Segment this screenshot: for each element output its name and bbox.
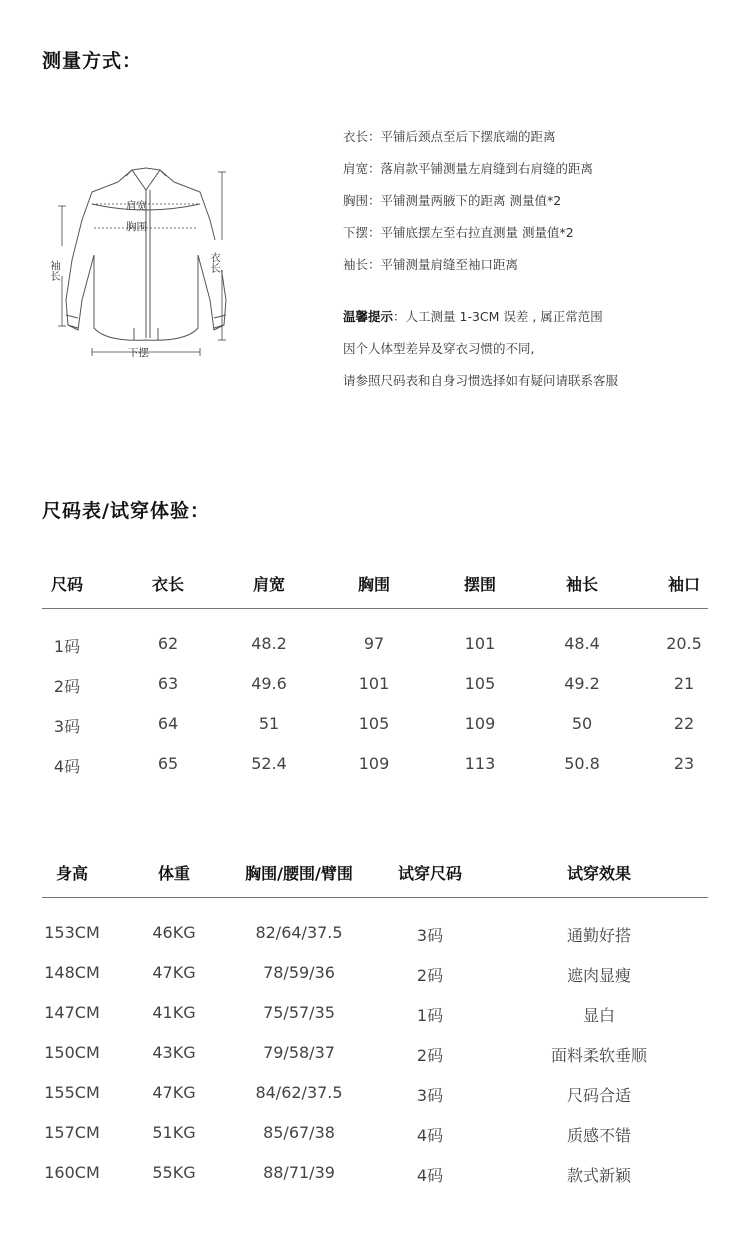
fit_table-cell: 155CM [44,1083,100,1102]
instruction-sleeve [343,257,518,273]
fit_table-header-cell: 体重 [157,864,190,883]
fit_table-cell: 150CM [44,1043,100,1062]
fit_table-header-cell: 身高 [55,864,88,883]
fit_table-header-cell: 胸围/腰围/臂围 [245,864,353,883]
instruction-text: 平铺后颈点至后下摆底端的距离 [380,129,556,144]
shirt-measurement-diagram [46,160,246,365]
tip-line-3: 请参照尺码表和自身习惯选择如有疑问请联系客服 [343,373,619,388]
size_table-cell: 51 [258,714,280,733]
fit-table-divider [42,897,708,898]
instruction-length [343,129,556,145]
fit_table-cell: 148CM [44,963,100,982]
size_table-cell: 101 [358,674,390,693]
size_table-cell: 109 [358,754,390,773]
fit_table-cell: 3码 [416,926,444,945]
size_table-cell: 52.4 [251,754,287,773]
size_table-cell: 48.4 [564,634,600,653]
fit_table-cell: 43KG [152,1043,196,1062]
size_table-cell: 105 [358,714,390,733]
instruction-text: 落肩款平铺测量左肩缝到右肩缝的距离 [380,161,594,176]
diagram-label-length: 衣长 [209,252,221,273]
fit_table-cell: 153CM [44,923,100,942]
size_table-header-cell: 肩宽 [252,575,285,594]
instruction-text: 平铺底摆左至右拉直测量 测量值*2 [380,225,574,240]
size_table-cell: 49.2 [564,674,600,693]
size-section-title: 尺码表/试穿体验： [42,500,210,522]
instruction-text: 平铺测量两腋下的距离 测量值*2 [380,193,562,208]
fit_table-cell: 79/58/37 [263,1043,335,1062]
fit_table-cell: 55KG [152,1163,196,1182]
fit_table-cell: 4码 [416,1126,444,1145]
tip-text: ：人工测量 1-3CM 误差 , 属正常范围 [393,309,603,324]
size_table-header-cell: 袖长 [565,575,598,594]
fit_table-cell: 157CM [44,1123,100,1142]
size_table-cell: 22 [673,714,695,733]
size_table-cell: 105 [464,674,496,693]
size_table-cell: 64 [157,714,179,733]
size_table-header-cell: 摆围 [463,575,496,594]
fit_table-header-cell: 试穿尺码 [397,864,462,883]
fit_table-cell: 51KG [152,1123,196,1142]
instruction-key: 袖长： [343,257,381,272]
instruction-key: 胸围： [343,193,381,208]
measure-section-title: 测量方式： [42,50,143,72]
diagram-label-sleeve: 袖长 [49,260,61,281]
instruction-key: 肩宽： [343,161,381,176]
fit_table-cell: 82/64/37.5 [255,923,343,942]
size_table-cell: 101 [464,634,496,653]
size-table-divider [42,608,708,609]
fit_table-cell: 84/62/37.5 [255,1083,343,1102]
size_table-cell: 49.6 [251,674,287,693]
tip-line-2: 因个人体型差异及穿衣习惯的不同, [343,341,535,356]
fit_table-cell: 88/71/39 [263,1163,335,1182]
instruction-key: 衣长： [343,129,381,144]
fit_table-cell: 遮肉显瘦 [566,966,631,985]
fit_table-cell: 面料柔软垂顺 [550,1046,647,1065]
diagram-label-chest: 胸围 [126,221,147,233]
fit_table-cell: 75/57/35 [263,1003,335,1022]
fit_table-cell: 2码 [416,966,444,985]
size_table-cell: 23 [673,754,695,773]
size_table-header-cell: 尺码 [50,575,83,594]
size_table-cell: 3码 [53,717,81,736]
fit_table-cell: 2码 [416,1046,444,1065]
fit_table-cell: 85/67/38 [263,1123,335,1142]
fit_table-cell: 3码 [416,1086,444,1105]
fit_table-cell: 47KG [152,1083,196,1102]
diagram-label-shoulder: 肩宽 [126,200,147,212]
instruction-shoulder [343,161,593,177]
size_table-cell: 62 [157,634,179,653]
size_table-cell: 63 [157,674,179,693]
fit_table-cell: 78/59/36 [263,963,335,982]
size_table-cell: 97 [363,634,385,653]
size_table-cell: 50.8 [564,754,600,773]
size_table-header-cell: 胸围 [357,575,390,594]
fit_table-cell: 47KG [152,963,196,982]
fit_table-cell: 款式新颖 [566,1166,631,1185]
instruction-text: 平铺测量肩缝至袖口距离 [380,257,519,272]
fit_table-cell: 显白 [582,1006,615,1025]
instruction-key: 下摆： [343,225,381,240]
size_table-header-cell: 袖口 [667,575,700,594]
fit_table-cell: 通勤好搭 [566,926,631,945]
fit_table-cell: 1码 [416,1006,444,1025]
size_table-cell: 65 [157,754,179,773]
size_table-cell: 21 [673,674,695,693]
shirt-outline-illustration [46,160,246,365]
instruction-chest [343,193,561,209]
instruction-hem [343,225,574,241]
fit_table-cell: 质感不错 [566,1126,631,1145]
tip-line-1 [343,309,603,325]
size_table-header-cell: 衣长 [151,575,184,594]
size_table-cell: 4码 [53,757,81,776]
fit_table-cell: 尺码合适 [566,1086,631,1105]
fit_table-cell: 46KG [152,923,196,942]
fit_table-header-cell: 试穿效果 [566,864,631,883]
size_table-cell: 113 [464,754,496,773]
size_table-cell: 2码 [53,677,81,696]
size_table-cell: 1码 [53,637,81,656]
fit_table-cell: 160CM [44,1163,100,1182]
fit_table-cell: 41KG [152,1003,196,1022]
fit_table-cell: 4码 [416,1166,444,1185]
tip-heading: 温馨提示 [343,309,394,324]
size_table-cell: 48.2 [251,634,287,653]
size_table-cell: 20.5 [666,634,702,653]
size_table-cell: 50 [571,714,593,733]
fit_table-cell: 147CM [44,1003,100,1022]
size_table-cell: 109 [464,714,496,733]
diagram-label-hem: 下摆 [128,347,149,359]
